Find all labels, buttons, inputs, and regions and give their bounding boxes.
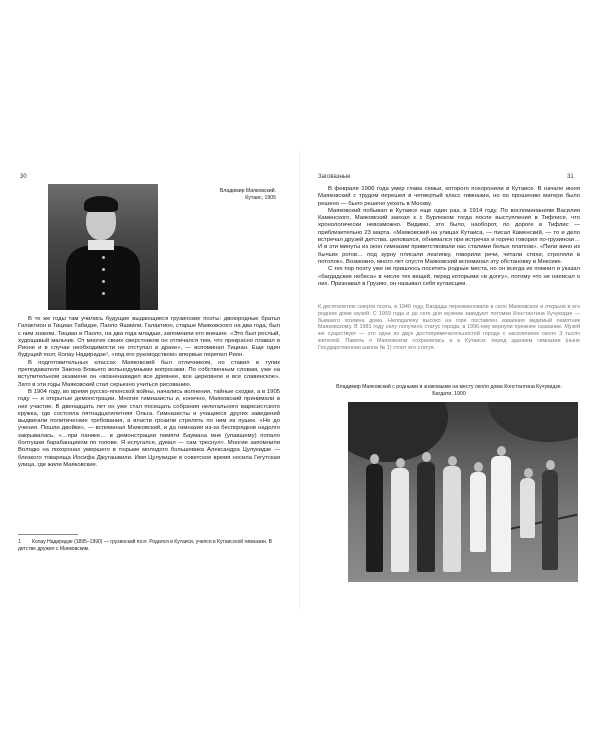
uniform-button: [102, 280, 105, 283]
uniform-button: [102, 256, 105, 259]
footnote: [18, 539, 280, 552]
page-number-right: 31: [567, 174, 574, 180]
right-page: [300, 0, 600, 750]
paragraph: С тех пор поэту уже не пришлось посетить родные места, но он всегда их помнил и указал «багдадские небеса» в числе тех вещей, перед которыми «в долгу», потому что не написал о них. Признавал в Грузию, он называл себя кутаисцем.: [318, 266, 580, 287]
group-photo: [348, 402, 578, 582]
paragraph: В феврале 1906 года умер глава семьи, которого похоронили в Кутаисе. В начале июня Маяковский с трудом перешел в четвертый класс гимназии, но по прошению матери было решено — было решено уехать в Москву.: [318, 186, 580, 207]
running-head: Заговазные: [318, 174, 351, 180]
portrait-caption-line: Владимир Маяковский.: [219, 188, 276, 194]
footnote-text: Колау Надирадзе (1895–1990) — грузинский поэт. Родился в Кутаиси, учился в Кутаисской гимназии. В детстве дружил с Маяковским.: [18, 539, 273, 552]
paragraph: В 1904 году, во время русско-японской войны, начались волнения, тайные сходки, а в 1905 году — и открытые демонстрации. Многие гимназисты и, конечно, Маяковский принимали в них участие. В двенадцать лет он уже стал посещать собрания нелегального марксистского кружка, где состояла пятнадцатилетняя Ольга. Гимназисты и учащиеся других заведений выдвигали политические требования, а власти грозили стрелять по ним из пушек. «Не до учения. Пошли двойки», — вспоминал Маяковский, и да гимназия из-за беспорядков надолго закрывалась. «…при панике… в демонстрации памяти Баумана мне (упавшему) попало болтушки барабанщиком по голове. Я испугался, думал — сам треснул». Многие запомнили Володю на похоронах умершего в тюрьме молодого большевика Александра Цулукидзе — близкого товарища Иосифа Джугашвили. Имя Цулукидзе в советское время носила Гегутская улица, где жили Маяковские.: [18, 388, 280, 468]
left-body-text: [18, 316, 280, 469]
portrait-hair: [84, 196, 118, 212]
footnote-number: 1: [18, 539, 21, 545]
right-body-text: [318, 186, 580, 288]
sidebar-note: [318, 304, 580, 352]
page-number-left: 30: [20, 174, 27, 180]
portrait-collar: [88, 240, 114, 250]
photo-foliage: [348, 402, 448, 462]
group-photo-caption-line: Багдати, 1900: [432, 391, 466, 397]
uniform-button: [102, 292, 105, 295]
portrait-caption-line: Кутаис, 1905: [245, 195, 276, 201]
portrait-photo: [48, 184, 158, 310]
sidebar-note-text: К десятилетию смерти поэта, в 1940 году, Багдады переименовали в село Маяковское и открыли в его родном доме музей. С 1959 года и до сего дня музеем заведуют потомки Константина Кучукидзе — бывшего хозяина дома. Неподалеку высоко на горе поставлен изваяния видимый памятник Маяковскому. В 1981 году селу получило статус города, в 1990-ему вернули прежнее название. Музей же существует — это одна из двух достопримечательностей города с населением около 3 тысяч жителей. Память о Маяковском сохранилась и в Кутаиси: перед зданием гимназии (ныне Государственная школа № 1) стоит его статуя.: [318, 304, 580, 351]
paragraph: В те же годы там учились будущие выдающиеся грузинские поэты: двоюродные братья Галактион и Тициан Табидзе, Паоло Яшвили. Галактион, старше Маяковского на два года, был с ним знаком. Тициан и Паоло, на два года младше, запомнили его внешне. «Это был рослый, худощавый мальчик. От многих своих сверстников он отличался тем, что прекрасно плавал в Рионе и в случае необходимости не отступал в драке», — вспоминал Тициан. Еще один будущий поэт, Колау Надирадзе¹, «под его руководством» впервые перепил Рион.: [18, 316, 280, 359]
paragraph: Маяковский побывал в Кутаисе еще один раз, в 1914 году. По воспоминаниям Василия Каменского, Маяковский заехал к с Бурлюком тогда после выступления в Тифлисе, что хронологически невозможно. Видимо, это было, наоборот, по дороге в Тифлис — приблизительно 23 марта. «Маяковский на улицах Кутаиса, — писал Каменский, — то и дело встречал друзей детства, целовался, обнимался при встречах и горячо говорил по-грузински… И в эти минуты из окон гимназии приветствовали нас сталими белых платков». «Пили вино из бычьих рогов… под зурну плясали лезгинку, говорили речи, читали стихи, стреляли в потолок». Возможно, много лет спустя Маяковский вспоминал эту обстановку в Мексике.: [318, 207, 580, 265]
group-photo-caption: [318, 384, 580, 398]
gutter: [299, 150, 300, 610]
photo-foliage: [488, 402, 578, 442]
group-photo-caption-line: Владимир Маяковский с родными и знакомыми на месту около дома Константина Кучукидзе.: [336, 384, 562, 390]
uniform-button: [102, 268, 105, 271]
paragraph: В подготовительных классах Маяковский был отличником, но ставил в тупик преподавателя Закона Божьего вольнодумными вопросами. По собственным словам, уже на вступительном экзамене он «возненавидел все древнее, все церковное и все славянское». Зато в эти годы Маяковский стал серьезно учиться рисованию.: [18, 359, 280, 388]
footnote-rule: [18, 534, 78, 535]
portrait-caption: [166, 188, 276, 202]
